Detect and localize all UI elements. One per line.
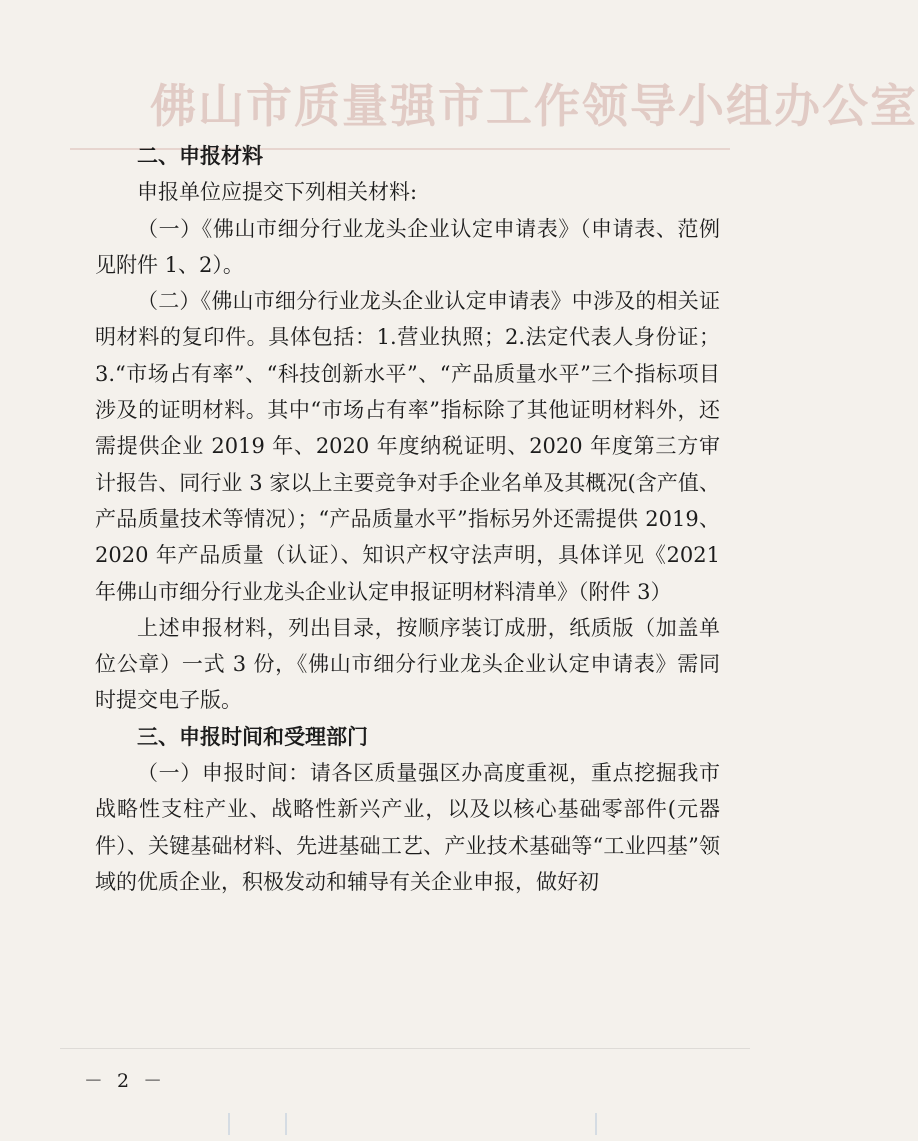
paragraph-intro: 申报单位应提交下列相关材料: — [137, 180, 418, 205]
section-heading-materials: 二、申报材料 — [137, 144, 263, 168]
section-heading-time-dept: 三、申报时间和受理部门 — [137, 724, 368, 749]
paragraph-binding-note: 上述申报材料，列出目录，按顺序装订成册，纸质版（加盖单位公章）一式 3 份，《佛山市细分行业龙头企业认定申请表》需同时提交电子版。 — [95, 615, 720, 713]
paragraph-item-2: （二）《佛山市细分行业龙头企业认定申请表》中涉及的相关证明材料的复印件。具体包括：1.营业执照；2.法定代表人身份证；3.“市场占有率”、“科技创新水平”、“产品质量水平”三个指标项目涉及的证明材料。其中“市场占有率”指标除了其他证明材料外，还需提供企业 2019 年、2020 年度纳税证明、2020 年度第三方审计报告、同行业 3 家以上主要竞争对手企业名单及其概况(含产值、产品质量技术等情况）；“产品质量水平”指标另外还需提供 2019、2020 年产品质量（认证）、知识产权守法声明，具体详见《2021 年佛山市细分行业龙头企业认定申报证明材料清单》（附件 3） — [95, 289, 720, 604]
scan-artifact-mark — [228, 1113, 244, 1135]
scan-artifact-mark — [595, 1113, 611, 1135]
footer-divider — [60, 1048, 750, 1049]
paragraph-item-1: （一）《佛山市细分行业龙头企业认定申请表》（申请表、范例见附件 1、2）。 — [95, 216, 720, 277]
bleed-through-title: 佛山市质量强市工作领导小组办公室 — [150, 79, 918, 133]
page-number: － 2 － — [83, 1070, 167, 1092]
scan-artifact-mark — [285, 1113, 301, 1135]
paragraph-application-time: （一）申报时间：请各区质量强区办高度重视，重点挖掘我市战略性支柱产业、战略性新兴产业，以及以核心基础零部件(元器件）、关键基础材料、先进基础工艺、产业技术基础等“工业四基”领域的优质企业，积极发动和辅导有关企业申报，做好初 — [95, 761, 720, 894]
document-body — [95, 138, 720, 900]
